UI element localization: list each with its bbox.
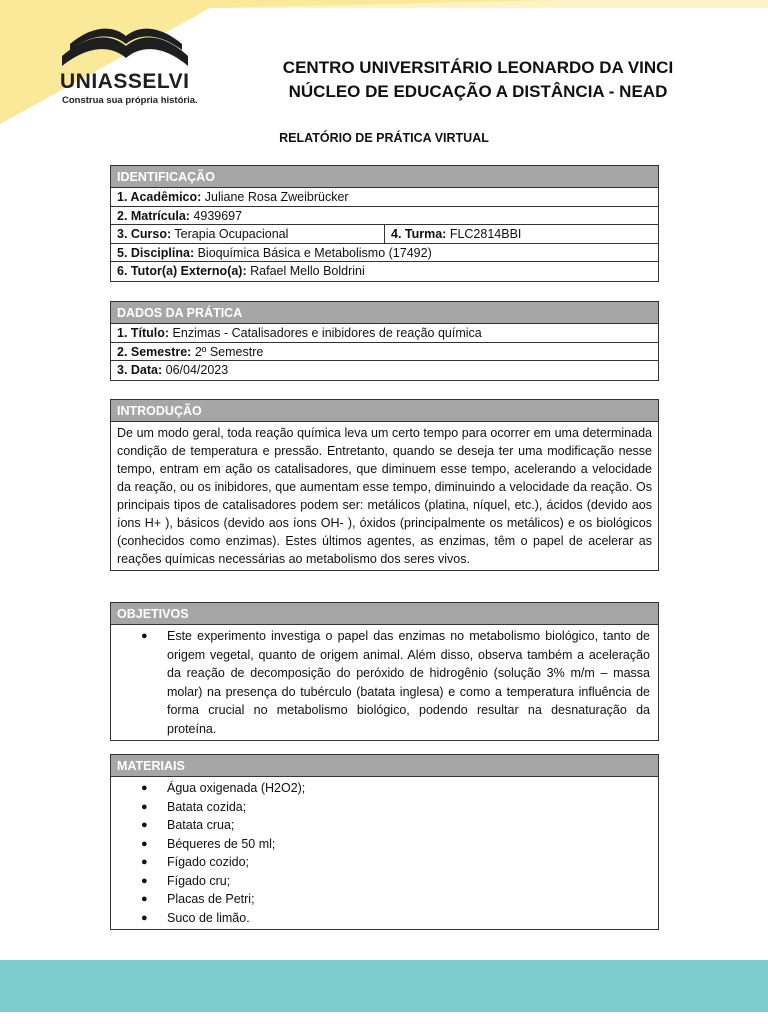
field-label: 2. Matrícula: [117, 208, 190, 223]
list-item [111, 872, 652, 891]
bullet-icon: ● [141, 819, 148, 831]
titulo-row [111, 324, 658, 343]
list-item [111, 798, 652, 817]
section-heading: IDENTIFICAÇÃO [111, 166, 658, 188]
matricula-row [111, 207, 658, 226]
list-item-text: Batata cozida; [167, 799, 247, 814]
bullet-icon: ● [141, 837, 148, 850]
field-label: 6. Tutor(a) Externo(a): [117, 264, 247, 278]
field-value: Enzimas - Catalisadores e inibidores de reação química [169, 326, 482, 340]
turma-cell [385, 225, 527, 243]
field-label: 1. Acadêmico: [117, 190, 202, 204]
field-label: 3. Curso: [117, 227, 172, 241]
materiais-section [110, 754, 659, 930]
footer-band [0, 960, 768, 1012]
list-item-text: Béqueres de 50 ml; [167, 836, 276, 851]
bullet-icon: ● [141, 856, 148, 868]
curso-turma-row [111, 225, 658, 244]
list-item [111, 779, 652, 798]
list-item-text: Este experimento investiga o papel das enzimas no metabolismo biológico, tanto de origem vegetal, quanto de origem animal. Além disso, observa também a aceleração da reação de decomposição do peróxido de hidrogênio (solução 3% m/m – massa molar) na presença do tubérculo (batata inglesa) e como a temperatura influência de forma crucial no metabolismo biológico, podendo resultar na desnaturação da proteína. [167, 629, 650, 736]
field-label: 1. Título: [117, 326, 170, 340]
field-value: Juliane Rosa Zweibrücker [201, 190, 349, 204]
institution-subtitle: NÚCLEO DE EDUCAÇÃO A DISTÂNCIA - NEAD [288, 82, 668, 101]
section-heading: MATERIAIS [111, 755, 658, 777]
list-item [111, 835, 652, 854]
list-item-text: Fígado cru; [167, 873, 231, 888]
objetivos-list [111, 625, 658, 740]
disciplina-row [111, 244, 658, 263]
field-value: Rafael Mello Boldrini [246, 264, 365, 278]
field-label: 4. Turma: [391, 227, 447, 241]
list-item-text: Suco de limão. [167, 910, 250, 925]
introducao-text: De um modo geral, toda reação química leva um certo tempo para ocorrer em uma determinada condição de temperatura e pressão. Entretanto, quando se deseja ter uma modificação nesse tempo, entram em ação os catalisadores, que diminuem esse tempo, acelerando a velocidade da reação, ou os inibidores, que aumentam esse tempo, diminuindo a velocidade da reação. Os principais tipos de catalisadores podem ser: metálicos (platina, níquel, etc.), ácidos (devido aos íons H+ ), básicos (devido aos íons OH- ), óxidos (principalmente os metálicos) e os biológicos (conhecidos como enzimas). Estes últimos agentes, as enzimas, têm o papel de acelerar as reações químicas necessárias ao metabolismo dos seres vivos. [117, 426, 652, 566]
field-label: 3. Data: [117, 363, 163, 377]
list-item [111, 853, 652, 872]
section-heading: INTRODUÇÃO [111, 400, 658, 422]
list-item [111, 890, 652, 909]
introducao-section [110, 399, 659, 571]
curso-cell [111, 225, 385, 243]
bullet-icon: ● [141, 874, 148, 887]
materiais-list [111, 777, 658, 929]
field-value: FLC2814BBI [446, 227, 522, 241]
open-book-icon [60, 22, 190, 70]
field-label: 2. Semestre: [117, 344, 192, 359]
bullet-icon: ● [141, 782, 148, 794]
logo-wordmark: UNIASSELVI [60, 70, 190, 93]
institution-title: CENTRO UNIVERSITÁRIO LEONARDO DA VINCI [282, 58, 674, 77]
academico-row [111, 188, 658, 207]
list-item-text: Placas de Petri; [167, 892, 255, 906]
field-value: 06/04/2023 [162, 363, 229, 377]
bullet-icon: ● [141, 911, 148, 924]
bullet-icon: ● [141, 893, 148, 905]
list-item [111, 627, 652, 738]
list-item-text: Água oxigenada (H2O2); [167, 781, 306, 795]
section-heading: DADOS DA PRÁTICA [111, 302, 658, 324]
objetivos-section [110, 602, 659, 741]
list-item [111, 909, 652, 928]
identificacao-section [110, 165, 659, 282]
bullet-icon: ● [141, 800, 148, 813]
list-item-text: Batata crua; [167, 818, 235, 832]
list-item [111, 816, 652, 835]
field-label: 5. Disciplina: [117, 245, 195, 260]
bullet-icon: ● [141, 630, 148, 642]
field-value: Bioquímica Básica e Metabolismo (17492) [194, 245, 432, 260]
data-row [111, 361, 658, 380]
field-value: Terapia Ocupacional [171, 227, 289, 241]
semestre-row [111, 343, 658, 362]
field-value: 2º Semestre [191, 344, 264, 359]
field-value: 4939697 [189, 208, 243, 223]
logo-tagline: Construa sua própria história. [62, 95, 198, 106]
section-heading: OBJETIVOS [111, 603, 658, 625]
dados-pratica-section [110, 301, 659, 381]
list-item-text: Fígado cozido; [167, 855, 249, 869]
report-title: RELATÓRIO DE PRÁTICA VIRTUAL [279, 131, 489, 145]
tutor-row [111, 262, 658, 281]
uniasselvi-logo [58, 22, 198, 106]
